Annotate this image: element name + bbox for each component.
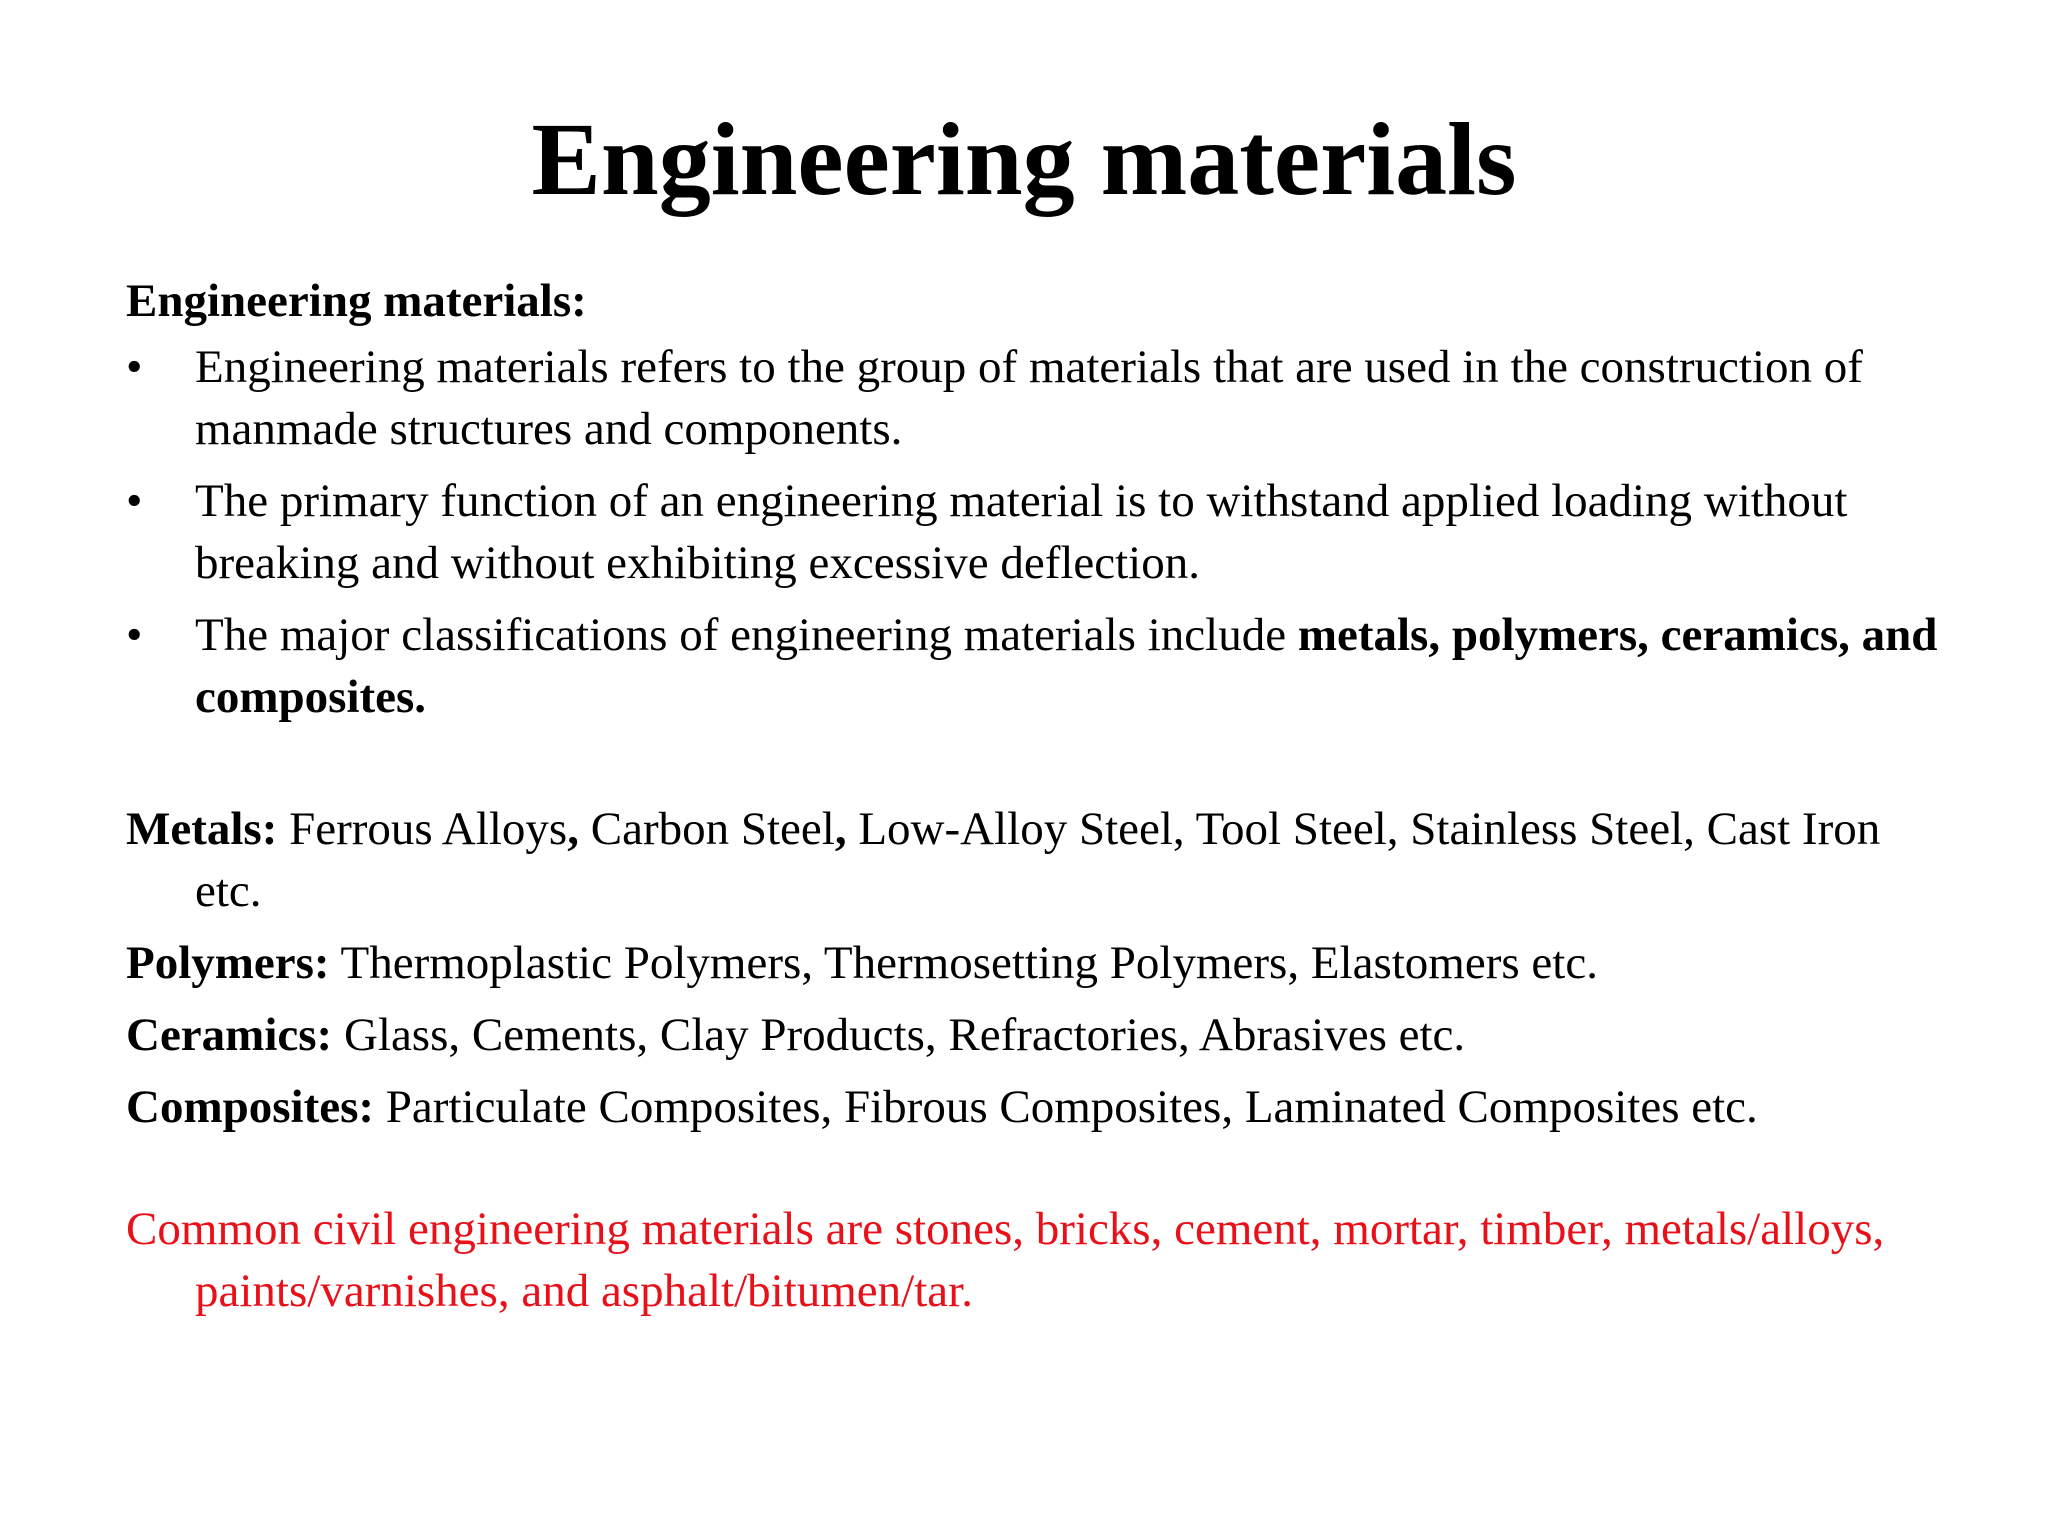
category-text: Thermoplastic Polymers, Thermosetting Polymers, Elastomers etc. [329, 937, 1598, 989]
bullet-item [126, 604, 1956, 728]
category-metals [126, 798, 1956, 922]
category-polymers [126, 932, 1956, 994]
category-separator: , [834, 803, 847, 855]
category-composites [126, 1076, 1956, 1138]
bullet-bold-text: metals, polymers, ceramics, and composites. [195, 609, 1938, 723]
category-label: Polymers: [126, 937, 330, 989]
category-text: Ferrous Alloys [277, 803, 568, 855]
slide-title: Engineering materials [531, 102, 1517, 217]
slide-body [126, 270, 1956, 1322]
category-label: Metals: [126, 803, 278, 855]
section-subheading: Engineering materials: [126, 275, 587, 327]
category-ceramics [126, 1004, 1956, 1066]
category-label: Ceramics: [126, 1009, 333, 1061]
bullet-icon: • [126, 341, 143, 393]
spacer [126, 738, 1956, 798]
category-text: Particulate Composites, Fibrous Composites, Laminated Composites etc. [374, 1081, 1758, 1133]
category-separator: , [567, 803, 579, 855]
category-text: Low-Alloy Steel, Tool Steel, Stainless Steel, Cast Iron etc. [195, 803, 1881, 917]
bullet-item [126, 470, 1956, 594]
bullet-icon: • [126, 609, 143, 661]
category-text: Glass, Cements, Clay Products, Refractories, Abrasives etc. [332, 1009, 1466, 1061]
bullet-list [126, 336, 1956, 728]
bullet-item [126, 336, 1956, 460]
bullet-text: The major classifications of engineering materials include [195, 609, 1298, 661]
bullet-icon: • [126, 475, 143, 527]
category-text: Carbon Steel [578, 803, 835, 855]
bullet-text: Engineering materials refers to the group of materials that are used in the construction of manmade structures and components. [195, 341, 1863, 455]
category-label: Composites: [126, 1081, 375, 1133]
bullet-text: The primary function of an engineering material is to withstand applied loading without breaking and without exhibiting excessive deflection. [195, 475, 1848, 589]
civil-materials-note: Common civil engineering materials are stones, bricks, cement, mortar, timber, metals/alloys, paints/varnishes, and asphalt/bitumen/tar. [126, 1203, 1885, 1317]
